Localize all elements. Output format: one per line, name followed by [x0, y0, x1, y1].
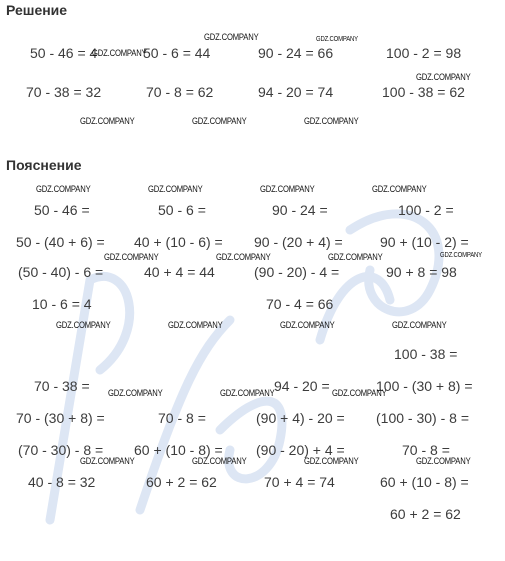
watermark-text: GDZ.COMPANY	[280, 320, 335, 330]
watermark-text: GDZ.COMPANY	[148, 184, 203, 194]
explanation-equation: 100 - 2 =	[398, 202, 454, 218]
explanation-equation: 94 - 20 =	[274, 378, 330, 394]
watermark-text: GDZ.COMPANY	[304, 456, 359, 466]
watermark-text: GDZ.COMPANY	[216, 252, 271, 262]
explanation-equation: 40 - 8 = 32	[28, 474, 96, 490]
explanation-equation: 70 - 8 =	[158, 410, 206, 426]
watermark-text: GDZ.COMPANY	[108, 388, 163, 398]
watermark-text: GDZ.COMPANY	[416, 456, 471, 466]
explanation-equation: (90 - 20) - 4 =	[254, 264, 340, 280]
explanation-equation: 10 - 6 = 4	[32, 296, 92, 312]
explanation-equation: 90 + 8 = 98	[386, 264, 457, 280]
explanation-equation: (90 - 20) + 4 =	[256, 442, 345, 458]
explanation-equation: 60 + (10 - 8) =	[134, 442, 223, 458]
solution-equation: 50 - 46 = 4	[30, 45, 98, 61]
explanation-equation: (90 + 4) - 20 =	[256, 410, 345, 426]
explanation-equation: 40 + 4 = 44	[144, 264, 215, 280]
watermark-text: GDZ.COMPANY	[328, 252, 383, 262]
explanation-equation: 90 - 24 =	[272, 202, 328, 218]
explanation-equation: 60 + (10 - 8) =	[380, 474, 469, 490]
watermark-text: GDZ.COMPANY	[80, 116, 135, 126]
watermark-text: GDZ.COMPANY	[56, 320, 111, 330]
explanation-equation: (50 - 40) - 6 =	[18, 264, 104, 280]
watermark-text: GDZ.COMPANY	[36, 184, 91, 194]
explanation-equation: 90 + (10 - 2) =	[380, 234, 469, 250]
watermark-text: GDZ.COMPANY	[392, 320, 447, 330]
watermark-text: GDZ.COMPANY	[192, 116, 247, 126]
explanation-equation: 70 - 8 =	[402, 442, 450, 458]
explanation-equation: 100 - (30 + 8) =	[376, 378, 473, 394]
watermark-text: GDZ.COMPANY	[260, 184, 315, 194]
watermark-text: GDZ.COMPANY	[104, 252, 159, 262]
explanation-equation: (100 - 30) - 8 =	[376, 410, 469, 426]
solution-equation: 100 - 38 = 62	[382, 84, 465, 100]
watermark-text: GDZ.COMPANY	[304, 116, 359, 126]
explanation-equation: (70 - 30) - 8 =	[18, 442, 104, 458]
explanation-equation: 40 + (10 - 6) =	[134, 234, 223, 250]
solution-equation: 100 - 2 = 98	[386, 45, 462, 61]
watermark-text: GDZ.COMPANY	[168, 320, 223, 330]
heading-explanation: Пояснение	[6, 157, 82, 173]
explanation-equation: 50 - 6 =	[158, 202, 206, 218]
watermark-text: GDZ.COMPANY	[316, 36, 358, 43]
explanation-equation: 70 - (30 + 8) =	[16, 410, 105, 426]
watermark-text: GDZ.COMPANY	[192, 456, 247, 466]
explanation-equation: 60 + 2 = 62	[146, 474, 217, 490]
solution-equation: 94 - 20 = 74	[258, 84, 334, 100]
explanation-equation: 70 + 4 = 74	[264, 474, 335, 490]
watermark-text: GDZ.COMPANY	[332, 388, 387, 398]
explanation-equation: 60 + 2 = 62	[390, 506, 461, 522]
explanation-equation: 50 - (40 + 6) =	[16, 234, 105, 250]
solution-equation: 70 - 38 = 32	[26, 84, 102, 100]
explanation-equation: 70 - 4 = 66	[266, 296, 334, 312]
watermark-text: GDZ.COMPANY	[416, 72, 471, 82]
explanation-equation: 90 - (20 + 4) =	[254, 234, 343, 250]
watermark-text: GDZ.COMPANY	[220, 388, 275, 398]
watermark-text: GDZ.COMPANY	[204, 32, 259, 42]
watermark-text: GDZ.COMPANY	[440, 252, 482, 259]
watermark-text: GDZ.COMPANY	[80, 456, 135, 466]
solution-equation: 50 - 6 = 44	[143, 45, 211, 61]
watermark-text: GDZ.COMPANY	[92, 48, 147, 58]
heading-solution: Решение	[6, 2, 68, 18]
explanation-equation: 70 - 38 =	[34, 378, 90, 394]
explanation-equation: 50 - 46 =	[34, 202, 90, 218]
solution-equation: 90 - 24 = 66	[258, 45, 334, 61]
watermark-text: GDZ.COMPANY	[372, 184, 427, 194]
explanation-equation: 100 - 38 =	[394, 346, 458, 362]
solution-equation: 70 - 8 = 62	[146, 84, 214, 100]
